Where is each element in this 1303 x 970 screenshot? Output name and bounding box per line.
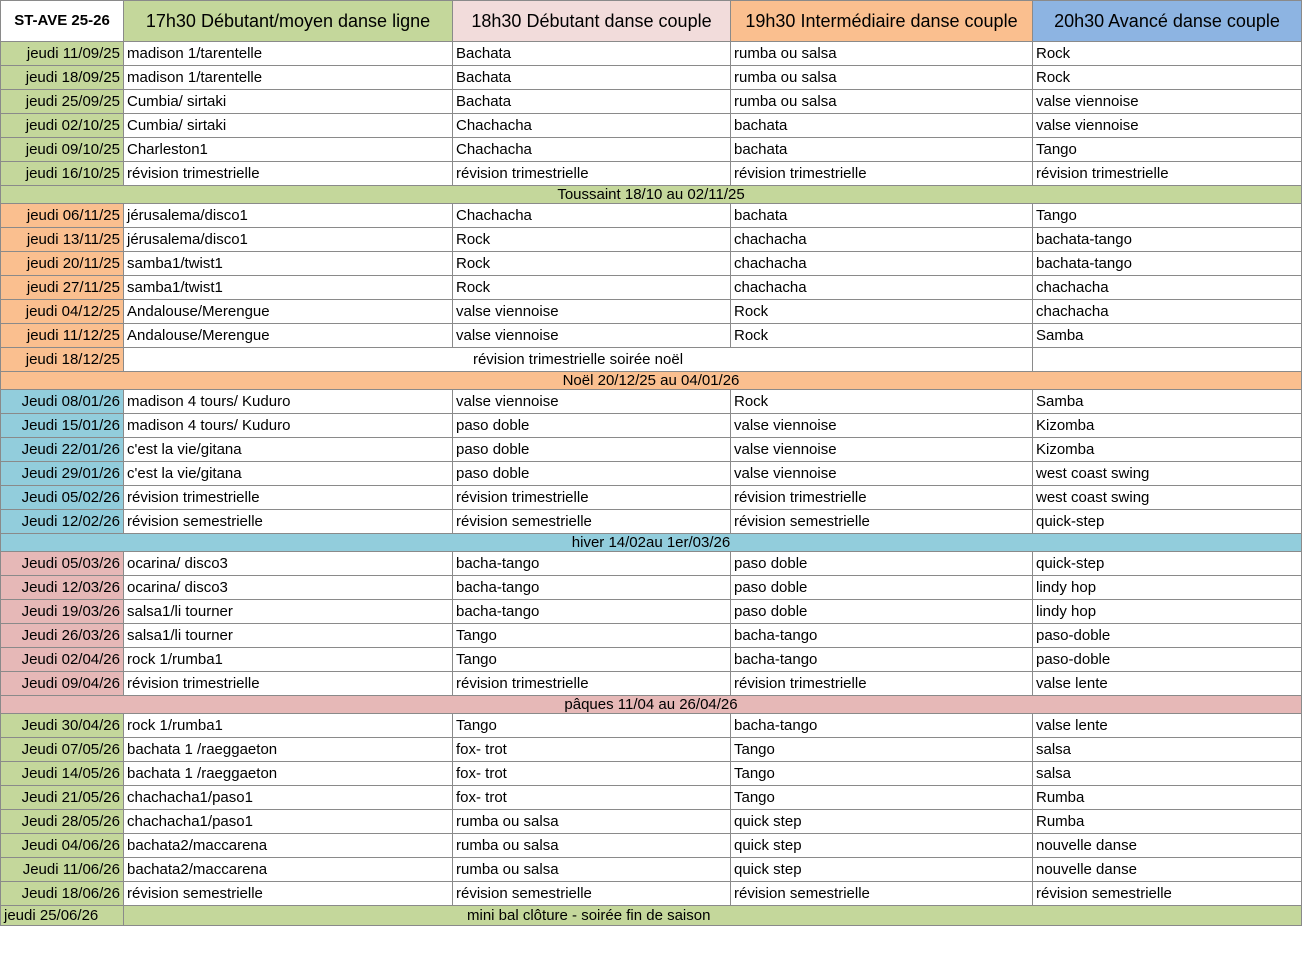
holiday-separator-row <box>1 372 1302 390</box>
date-cell[interactable]: jeudi 18/12/25 <box>1 348 124 372</box>
date-cell[interactable]: jeudi 11/09/25 <box>1 42 124 66</box>
date-cell[interactable]: Jeudi 11/06/26 <box>1 858 124 882</box>
date-cell[interactable]: Jeudi 19/03/26 <box>1 600 124 624</box>
cell-avance[interactable]: chachacha <box>1033 300 1302 324</box>
header-col-debutant-couple[interactable]: 18h30 Débutant danse couple <box>453 1 731 42</box>
cell-debutant-couple[interactable]: rumba ou salsa <box>453 810 731 834</box>
cell-debutant-couple[interactable]: fox- trot <box>453 786 731 810</box>
cell-avance[interactable]: valse lente <box>1033 714 1302 738</box>
table-row <box>1 228 1302 252</box>
cell-intermediaire[interactable]: bachata <box>731 138 1033 162</box>
cell-intermediaire[interactable]: chachacha <box>731 252 1033 276</box>
header-col-ligne[interactable]: 17h30 Débutant/moyen danse ligne <box>124 1 453 42</box>
date-cell[interactable]: Jeudi 28/05/26 <box>1 810 124 834</box>
table-row <box>1 204 1302 228</box>
date-cell[interactable]: jeudi 16/10/25 <box>1 162 124 186</box>
cell-ligne[interactable]: révision semestrielle <box>124 510 453 534</box>
cell-intermediaire[interactable]: paso doble <box>731 576 1033 600</box>
date-cell[interactable]: Jeudi 29/01/26 <box>1 462 124 486</box>
table-row <box>1 162 1302 186</box>
holiday-label[interactable]: Toussaint 18/10 au 02/11/25 <box>1 186 1302 204</box>
cell-ligne[interactable]: jérusalema/disco1 <box>124 204 453 228</box>
cell-ligne[interactable]: c'est la vie/gitana <box>124 438 453 462</box>
cell-ligne[interactable]: bachata2/maccarena <box>124 834 453 858</box>
date-cell[interactable]: jeudi 13/11/25 <box>1 228 124 252</box>
table-row <box>1 42 1302 66</box>
cell-debutant-couple[interactable]: valse viennoise <box>453 300 731 324</box>
cell-intermediaire[interactable]: quick step <box>731 834 1033 858</box>
cell-avance[interactable]: Samba <box>1033 324 1302 348</box>
date-cell[interactable]: Jeudi 08/01/26 <box>1 390 124 414</box>
cell-debutant-couple[interactable]: Tango <box>453 624 731 648</box>
cell-debutant-couple[interactable]: Bachata <box>453 90 731 114</box>
cell-intermediaire[interactable]: révision trimestrielle <box>731 672 1033 696</box>
cell-intermediaire[interactable]: bachata <box>731 114 1033 138</box>
cell-ligne[interactable]: samba1/twist1 <box>124 276 453 300</box>
cell-intermediaire[interactable]: rumba ou salsa <box>731 66 1033 90</box>
header-col-avance[interactable]: 20h30 Avancé danse couple <box>1033 1 1302 42</box>
date-cell[interactable]: Jeudi 12/02/26 <box>1 510 124 534</box>
date-cell[interactable]: Jeudi 21/05/26 <box>1 786 124 810</box>
table-row <box>1 762 1302 786</box>
table-row <box>1 576 1302 600</box>
date-cell[interactable]: Jeudi 15/01/26 <box>1 414 124 438</box>
cell-intermediaire[interactable]: Tango <box>731 738 1033 762</box>
date-cell[interactable]: jeudi 27/11/25 <box>1 276 124 300</box>
cell-ligne[interactable]: bachata 1 /raeggaeton <box>124 738 453 762</box>
cell-debutant-couple[interactable]: Chachacha <box>453 114 731 138</box>
cell-avance[interactable]: Tango <box>1033 204 1302 228</box>
cell-ligne[interactable]: Andalouse/Merengue <box>124 324 453 348</box>
cell-ligne[interactable]: madison 1/tarentelle <box>124 66 453 90</box>
cell-ligne[interactable]: révision trimestrielle <box>124 486 453 510</box>
cell-ligne[interactable]: Cumbia/ sirtaki <box>124 114 453 138</box>
empty-cell[interactable] <box>1033 348 1302 372</box>
cell-avance[interactable]: Rumba <box>1033 786 1302 810</box>
holiday-separator-row <box>1 534 1302 552</box>
date-cell[interactable]: jeudi 25/09/25 <box>1 90 124 114</box>
cell-avance[interactable]: Kizomba <box>1033 414 1302 438</box>
date-cell[interactable]: Jeudi 12/03/26 <box>1 576 124 600</box>
cell-ligne[interactable]: Andalouse/Merengue <box>124 300 453 324</box>
cell-ligne[interactable]: madison 1/tarentelle <box>124 42 453 66</box>
cell-debutant-couple[interactable]: valse viennoise <box>453 324 731 348</box>
header-row <box>1 1 1302 42</box>
cell-intermediaire[interactable]: Rock <box>731 300 1033 324</box>
cell-ligne[interactable]: rock 1/rumba1 <box>124 714 453 738</box>
date-cell[interactable]: jeudi 25/06/26 <box>1 906 124 926</box>
cell-intermediaire[interactable]: quick step <box>731 810 1033 834</box>
cell-ligne[interactable]: salsa1/li tourner <box>124 600 453 624</box>
cell-ligne[interactable]: chachacha1/paso1 <box>124 810 453 834</box>
table-row <box>1 276 1302 300</box>
cell-avance[interactable]: Rock <box>1033 42 1302 66</box>
cell-intermediaire[interactable]: paso doble <box>731 552 1033 576</box>
cell-intermediaire[interactable]: valse viennoise <box>731 462 1033 486</box>
special-event-row <box>1 348 1302 372</box>
table-row <box>1 438 1302 462</box>
cell-ligne[interactable]: samba1/twist1 <box>124 252 453 276</box>
cell-debutant-couple[interactable]: Tango <box>453 714 731 738</box>
cell-avance[interactable]: west coast swing <box>1033 486 1302 510</box>
table-row <box>1 300 1302 324</box>
cell-intermediaire[interactable]: révision semestrielle <box>731 510 1033 534</box>
table-row <box>1 414 1302 438</box>
cell-debutant-couple[interactable]: valse viennoise <box>453 390 731 414</box>
cell-intermediaire[interactable]: révision semestrielle <box>731 882 1033 906</box>
cell-avance[interactable]: valse lente <box>1033 672 1302 696</box>
cell-intermediaire[interactable]: Rock <box>731 390 1033 414</box>
cell-debutant-couple[interactable]: Bachata <box>453 42 731 66</box>
cell-intermediaire[interactable]: bachata <box>731 204 1033 228</box>
cell-avance[interactable]: nouvelle danse <box>1033 834 1302 858</box>
cell-debutant-couple[interactable]: Chachacha <box>453 204 731 228</box>
cell-ligne[interactable]: madison 4 tours/ Kuduro <box>124 414 453 438</box>
holiday-separator-row <box>1 696 1302 714</box>
date-cell[interactable]: jeudi 18/09/25 <box>1 66 124 90</box>
cell-intermediaire[interactable]: rumba ou salsa <box>731 90 1033 114</box>
date-cell[interactable]: Jeudi 02/04/26 <box>1 648 124 672</box>
cell-avance[interactable]: valse viennoise <box>1033 90 1302 114</box>
date-cell[interactable]: jeudi 02/10/25 <box>1 114 124 138</box>
cell-debutant-couple[interactable]: Tango <box>453 648 731 672</box>
cell-avance[interactable]: nouvelle danse <box>1033 858 1302 882</box>
cell-debutant-couple[interactable]: révision trimestrielle <box>453 672 731 696</box>
header-corner[interactable]: ST-AVE 25-26 <box>1 1 124 42</box>
cell-avance[interactable]: lindy hop <box>1033 576 1302 600</box>
date-cell[interactable]: Jeudi 04/06/26 <box>1 834 124 858</box>
cell-ligne[interactable]: bachata 1 /raeggaeton <box>124 762 453 786</box>
cell-intermediaire[interactable]: révision trimestrielle <box>731 162 1033 186</box>
cell-debutant-couple[interactable]: paso doble <box>453 438 731 462</box>
cell-intermediaire[interactable]: bacha-tango <box>731 714 1033 738</box>
cell-intermediaire[interactable]: paso doble <box>731 600 1033 624</box>
table-row <box>1 648 1302 672</box>
cell-ligne[interactable]: chachacha1/paso1 <box>124 786 453 810</box>
cell-intermediaire[interactable]: rumba ou salsa <box>731 42 1033 66</box>
cell-avance[interactable]: Rock <box>1033 66 1302 90</box>
table-row <box>1 462 1302 486</box>
cell-avance[interactable]: paso-doble <box>1033 624 1302 648</box>
table-row <box>1 810 1302 834</box>
cell-debutant-couple[interactable]: rumba ou salsa <box>453 834 731 858</box>
cell-ligne[interactable]: salsa1/li tourner <box>124 624 453 648</box>
table-row <box>1 390 1302 414</box>
table-row <box>1 600 1302 624</box>
cell-ligne[interactable]: ocarina/ disco3 <box>124 576 453 600</box>
cell-avance[interactable]: salsa <box>1033 762 1302 786</box>
cell-avance[interactable]: Rumba <box>1033 810 1302 834</box>
cell-debutant-couple[interactable]: paso doble <box>453 462 731 486</box>
table-row <box>1 114 1302 138</box>
cell-intermediaire[interactable]: Rock <box>731 324 1033 348</box>
date-cell[interactable]: Jeudi 22/01/26 <box>1 438 124 462</box>
cell-debutant-couple[interactable]: paso doble <box>453 414 731 438</box>
cell-intermediaire[interactable]: valse viennoise <box>731 438 1033 462</box>
date-cell[interactable]: jeudi 09/10/25 <box>1 138 124 162</box>
cell-ligne[interactable]: Cumbia/ sirtaki <box>124 90 453 114</box>
table-row <box>1 90 1302 114</box>
cell-debutant-couple[interactable]: Rock <box>453 228 731 252</box>
date-cell[interactable]: Jeudi 09/04/26 <box>1 672 124 696</box>
cell-avance[interactable]: Kizomba <box>1033 438 1302 462</box>
table-row <box>1 834 1302 858</box>
cell-avance[interactable]: chachacha <box>1033 276 1302 300</box>
holiday-label[interactable]: hiver 14/02au 1er/03/26 <box>1 534 1302 552</box>
cell-intermediaire[interactable]: valse viennoise <box>731 414 1033 438</box>
cell-debutant-couple[interactable]: fox- trot <box>453 738 731 762</box>
closing-event-label[interactable]: mini bal clôture - soirée fin de saison <box>124 906 1302 926</box>
cell-avance[interactable]: paso-doble <box>1033 648 1302 672</box>
cell-intermediaire[interactable]: chachacha <box>731 276 1033 300</box>
cell-avance[interactable]: Tango <box>1033 138 1302 162</box>
cell-debutant-couple[interactable]: bacha-tango <box>453 552 731 576</box>
table-row <box>1 858 1302 882</box>
date-cell[interactable]: jeudi 11/12/25 <box>1 324 124 348</box>
cell-avance[interactable]: bachata-tango <box>1033 252 1302 276</box>
cell-debutant-couple[interactable]: fox- trot <box>453 762 731 786</box>
table-row <box>1 552 1302 576</box>
table-row <box>1 252 1302 276</box>
cell-intermediaire[interactable]: révision trimestrielle <box>731 486 1033 510</box>
cell-ligne[interactable]: révision semestrielle <box>124 882 453 906</box>
table-row <box>1 510 1302 534</box>
cell-debutant-couple[interactable]: Chachacha <box>453 138 731 162</box>
table-row <box>1 624 1302 648</box>
date-cell[interactable]: jeudi 06/11/25 <box>1 204 124 228</box>
cell-avance[interactable]: révision semestrielle <box>1033 882 1302 906</box>
cell-avance[interactable]: Samba <box>1033 390 1302 414</box>
cell-debutant-couple[interactable]: Rock <box>453 252 731 276</box>
cell-debutant-couple[interactable]: Bachata <box>453 66 731 90</box>
cell-debutant-couple[interactable]: révision semestrielle <box>453 510 731 534</box>
cell-intermediaire[interactable]: bacha-tango <box>731 624 1033 648</box>
table-row <box>1 672 1302 696</box>
holiday-separator-row <box>1 186 1302 204</box>
cell-debutant-couple[interactable]: bacha-tango <box>453 576 731 600</box>
closing-event-row <box>1 906 1302 926</box>
table-row <box>1 738 1302 762</box>
cell-avance[interactable]: valse viennoise <box>1033 114 1302 138</box>
cell-ligne[interactable]: bachata2/maccarena <box>124 858 453 882</box>
cell-debutant-couple[interactable]: Rock <box>453 276 731 300</box>
cell-avance[interactable]: lindy hop <box>1033 600 1302 624</box>
table-row <box>1 882 1302 906</box>
date-cell[interactable]: Jeudi 05/03/26 <box>1 552 124 576</box>
cell-intermediaire[interactable]: Tango <box>731 762 1033 786</box>
cell-debutant-couple[interactable]: révision trimestrielle <box>453 162 731 186</box>
cell-avance[interactable]: bachata-tango <box>1033 228 1302 252</box>
cell-ligne[interactable]: ocarina/ disco3 <box>124 552 453 576</box>
table-row <box>1 786 1302 810</box>
holiday-label[interactable]: pâques 11/04 au 26/04/26 <box>1 696 1302 714</box>
cell-ligne[interactable]: c'est la vie/gitana <box>124 462 453 486</box>
cell-intermediaire[interactable]: bacha-tango <box>731 648 1033 672</box>
cell-ligne[interactable]: révision trimestrielle <box>124 162 453 186</box>
cell-avance[interactable]: quick-step <box>1033 552 1302 576</box>
table-row <box>1 714 1302 738</box>
header-col-intermediaire[interactable]: 19h30 Intermédiaire danse couple <box>731 1 1033 42</box>
table-row <box>1 324 1302 348</box>
date-cell[interactable]: Jeudi 18/06/26 <box>1 882 124 906</box>
table-row <box>1 138 1302 162</box>
cell-debutant-couple[interactable]: bacha-tango <box>453 600 731 624</box>
special-event-label[interactable]: révision trimestrielle soirée noël <box>124 348 1033 372</box>
cell-debutant-couple[interactable]: révision trimestrielle <box>453 486 731 510</box>
holiday-label[interactable]: Noël 20/12/25 au 04/01/26 <box>1 372 1302 390</box>
date-cell[interactable]: jeudi 04/12/25 <box>1 300 124 324</box>
date-cell[interactable]: Jeudi 30/04/26 <box>1 714 124 738</box>
cell-debutant-couple[interactable]: révision semestrielle <box>453 882 731 906</box>
cell-avance[interactable]: quick-step <box>1033 510 1302 534</box>
cell-avance[interactable]: salsa <box>1033 738 1302 762</box>
date-cell[interactable]: Jeudi 07/05/26 <box>1 738 124 762</box>
cell-ligne[interactable]: révision trimestrielle <box>124 672 453 696</box>
date-cell[interactable]: jeudi 20/11/25 <box>1 252 124 276</box>
cell-intermediaire[interactable]: Tango <box>731 786 1033 810</box>
cell-avance[interactable]: révision trimestrielle <box>1033 162 1302 186</box>
date-cell[interactable]: Jeudi 26/03/26 <box>1 624 124 648</box>
cell-debutant-couple[interactable]: rumba ou salsa <box>453 858 731 882</box>
cell-ligne[interactable]: madison 4 tours/ Kuduro <box>124 390 453 414</box>
table-row <box>1 66 1302 90</box>
cell-ligne[interactable]: jérusalema/disco1 <box>124 228 453 252</box>
cell-ligne[interactable]: rock 1/rumba1 <box>124 648 453 672</box>
date-cell[interactable]: Jeudi 05/02/26 <box>1 486 124 510</box>
cell-intermediaire[interactable]: chachacha <box>731 228 1033 252</box>
cell-intermediaire[interactable]: quick step <box>731 858 1033 882</box>
cell-ligne[interactable]: Charleston1 <box>124 138 453 162</box>
table-row <box>1 486 1302 510</box>
date-cell[interactable]: Jeudi 14/05/26 <box>1 762 124 786</box>
cell-avance[interactable]: west coast swing <box>1033 462 1302 486</box>
